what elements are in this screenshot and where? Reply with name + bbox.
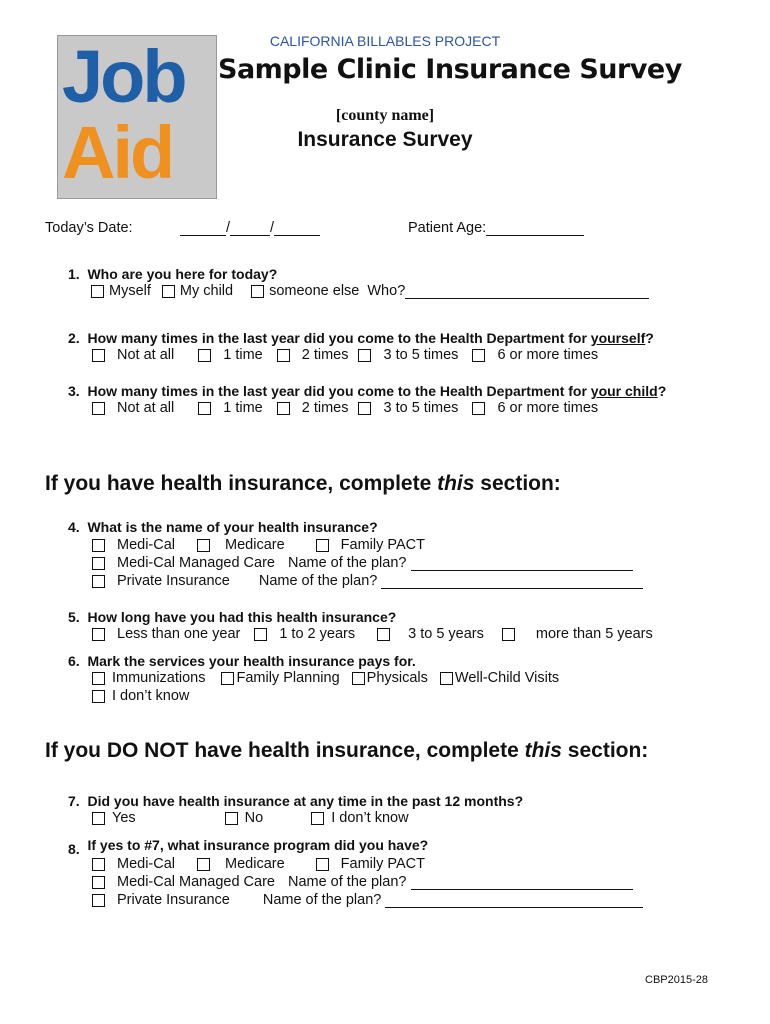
q2-text-underlined: yourself	[590, 330, 646, 346]
date-label: Today’s Date:	[45, 220, 133, 236]
option-label: Yes	[112, 810, 136, 826]
q1-heading	[68, 266, 277, 282]
q4-heading	[68, 519, 378, 535]
checkbox[interactable]	[198, 349, 211, 362]
checkbox[interactable]	[198, 402, 211, 415]
checkbox[interactable]	[352, 672, 365, 685]
checkbox[interactable]	[197, 539, 210, 552]
option-label: Family PACT	[340, 537, 425, 553]
plan-field[interactable]	[411, 875, 633, 890]
q8-text: If yes to #7, what insurance program did you have?	[87, 837, 429, 853]
option-label: Not at all	[117, 400, 175, 416]
option-label: No	[244, 810, 264, 826]
plan-label: Name of the plan?	[287, 874, 407, 890]
checkbox[interactable]	[92, 858, 105, 871]
option-label: Myself	[109, 283, 151, 299]
option-label: 1 to 2 years	[279, 626, 356, 642]
checkbox[interactable]	[316, 539, 329, 552]
option-label: Family PACT	[340, 856, 425, 872]
q7-heading	[68, 793, 523, 809]
q3-text-end: ?	[657, 383, 667, 399]
checkbox[interactable]	[197, 858, 210, 871]
q4-row-3	[92, 573, 643, 589]
q6-text: Mark the services your health insurance pays for.	[87, 653, 416, 669]
checkbox[interactable]	[91, 285, 104, 298]
checkbox[interactable]	[92, 349, 105, 362]
option-label: My child	[179, 283, 234, 299]
q4-number: 4.	[68, 519, 80, 535]
q3-options	[92, 400, 598, 416]
q8-row-1	[92, 856, 425, 872]
section-insured-heading	[45, 472, 561, 496]
option-label: I don’t know	[112, 688, 190, 704]
checkbox[interactable]	[311, 812, 324, 825]
option-label: 3 to 5 times	[383, 347, 459, 363]
q8-heading	[68, 837, 429, 857]
form-code: CBP2015-28	[645, 974, 708, 986]
age-label: Patient Age:	[408, 220, 487, 236]
q1-number: 1.	[68, 266, 80, 282]
q5-text: How long have you had this health insurance?	[87, 609, 397, 625]
checkbox[interactable]	[92, 812, 105, 825]
option-label: 3 to 5 years	[408, 626, 484, 642]
checkbox[interactable]	[92, 575, 105, 588]
option-label: 1 time	[223, 400, 263, 416]
q4-row-2	[92, 555, 633, 571]
section-text: If you DO NOT have health insurance, complete	[45, 739, 525, 762]
section-text-end: section:	[474, 472, 561, 495]
option-label: Medi-Cal Managed Care	[117, 874, 275, 890]
q5-options	[92, 626, 653, 642]
q5-number: 5.	[68, 609, 80, 625]
date-sep-2: /	[270, 220, 275, 236]
q3-text-underlined: your child	[590, 383, 658, 399]
checkbox[interactable]	[92, 557, 105, 570]
q1-options	[91, 283, 649, 299]
plan-label: Name of the plan?	[258, 573, 378, 589]
section-emphasis: this	[524, 739, 562, 762]
option-label: Physicals	[366, 670, 428, 686]
checkbox[interactable]	[377, 628, 390, 641]
who-label: Who?	[367, 283, 406, 299]
option-label: 2 times	[301, 400, 349, 416]
option-label: 1 time	[223, 347, 263, 363]
q6-heading	[68, 653, 416, 669]
date-sep-1: /	[226, 220, 231, 236]
page-subtitle: Insurance Survey	[297, 128, 473, 151]
section-emphasis: this	[437, 472, 475, 495]
checkbox[interactable]	[92, 628, 105, 641]
checkbox[interactable]	[92, 402, 105, 415]
option-label: Immunizations	[112, 670, 206, 686]
q7-number: 7.	[68, 793, 80, 809]
plan-field[interactable]	[411, 556, 633, 571]
checkbox[interactable]	[92, 894, 105, 907]
checkbox[interactable]	[472, 349, 485, 362]
q6-row-2	[92, 688, 189, 704]
option-label: Medi-Cal	[117, 537, 176, 553]
q3-text: How many times in the last year did you come to the Health Department for	[87, 383, 591, 399]
checkbox[interactable]	[358, 402, 371, 415]
q4-text: What is the name of your health insurance?	[87, 519, 378, 535]
q2-text: How many times in the last year did you come to the Health Department for	[87, 330, 591, 346]
q2-heading	[68, 330, 654, 346]
q8-row-3	[92, 892, 643, 908]
q2-text-end: ?	[645, 330, 654, 346]
q2-number: 2.	[68, 330, 80, 346]
section-text: If you have health insurance, complete	[45, 472, 438, 495]
checkbox[interactable]	[92, 876, 105, 889]
section-uninsured-heading	[45, 739, 648, 763]
q7-text: Did you have health insurance at any time in the past 12 months?	[87, 793, 524, 809]
checkbox[interactable]	[440, 672, 453, 685]
option-label: Private Insurance	[117, 892, 230, 908]
checkbox[interactable]	[472, 402, 485, 415]
county-name: [county name]	[335, 107, 435, 124]
age-field[interactable]	[408, 220, 584, 236]
checkbox[interactable]	[358, 349, 371, 362]
q1-text: Who are you here for today?	[87, 266, 278, 282]
checkbox[interactable]	[316, 858, 329, 871]
q6-row-1	[92, 670, 559, 686]
checkbox[interactable]	[92, 690, 105, 703]
option-label: 6 or more times	[497, 347, 599, 363]
q3-heading	[68, 383, 666, 399]
option-label: Private Insurance	[117, 573, 230, 589]
plan-field[interactable]	[385, 893, 643, 908]
option-label: Medicare	[225, 537, 285, 553]
q5-heading	[68, 609, 396, 625]
checkbox[interactable]	[502, 628, 515, 641]
checkbox[interactable]	[162, 285, 175, 298]
option-label: I don’t know	[331, 810, 409, 826]
q2-options	[92, 347, 598, 363]
option-label: Less than one year	[117, 626, 241, 642]
checkbox[interactable]	[92, 539, 105, 552]
checkbox[interactable]	[254, 628, 267, 641]
option-label: Medi-Cal Managed Care	[117, 555, 275, 571]
option-label: 6 or more times	[497, 400, 599, 416]
q8-row-2	[92, 874, 633, 890]
plan-label: Name of the plan?	[262, 892, 382, 908]
checkbox[interactable]	[225, 812, 238, 825]
who-field[interactable]	[405, 284, 649, 299]
q3-number: 3.	[68, 383, 80, 399]
option-label: someone else	[269, 283, 360, 299]
section-text-end: section:	[561, 739, 649, 762]
option-label: 3 to 5 times	[383, 400, 459, 416]
page-title: Sample Clinic Insurance Survey	[218, 54, 682, 85]
q4-row-1	[92, 537, 425, 553]
option-label: Well-Child Visits	[454, 670, 560, 686]
plan-field[interactable]	[381, 574, 643, 589]
plan-label: Name of the plan?	[287, 555, 407, 571]
logo-job-text: Job	[62, 35, 185, 118]
option-label: Medicare	[225, 856, 285, 872]
logo-aid-text: Aid	[62, 111, 173, 194]
checkbox[interactable]	[92, 672, 105, 685]
checkbox[interactable]	[277, 402, 290, 415]
option-label: 2 times	[301, 347, 349, 363]
option-label: Family Planning	[236, 670, 340, 686]
option-label: Medi-Cal	[117, 856, 176, 872]
q6-number: 6.	[68, 653, 80, 669]
checkbox[interactable]	[277, 349, 290, 362]
q7-options	[92, 810, 409, 826]
option-label: more than 5 years	[535, 626, 653, 642]
checkbox[interactable]	[221, 672, 234, 685]
checkbox[interactable]	[251, 285, 264, 298]
q8-number: 8.	[68, 841, 80, 857]
option-label: Not at all	[117, 347, 175, 363]
project-name: CALIFORNIA BILLABLES PROJECT	[269, 33, 501, 49]
date-field[interactable]	[180, 220, 320, 236]
